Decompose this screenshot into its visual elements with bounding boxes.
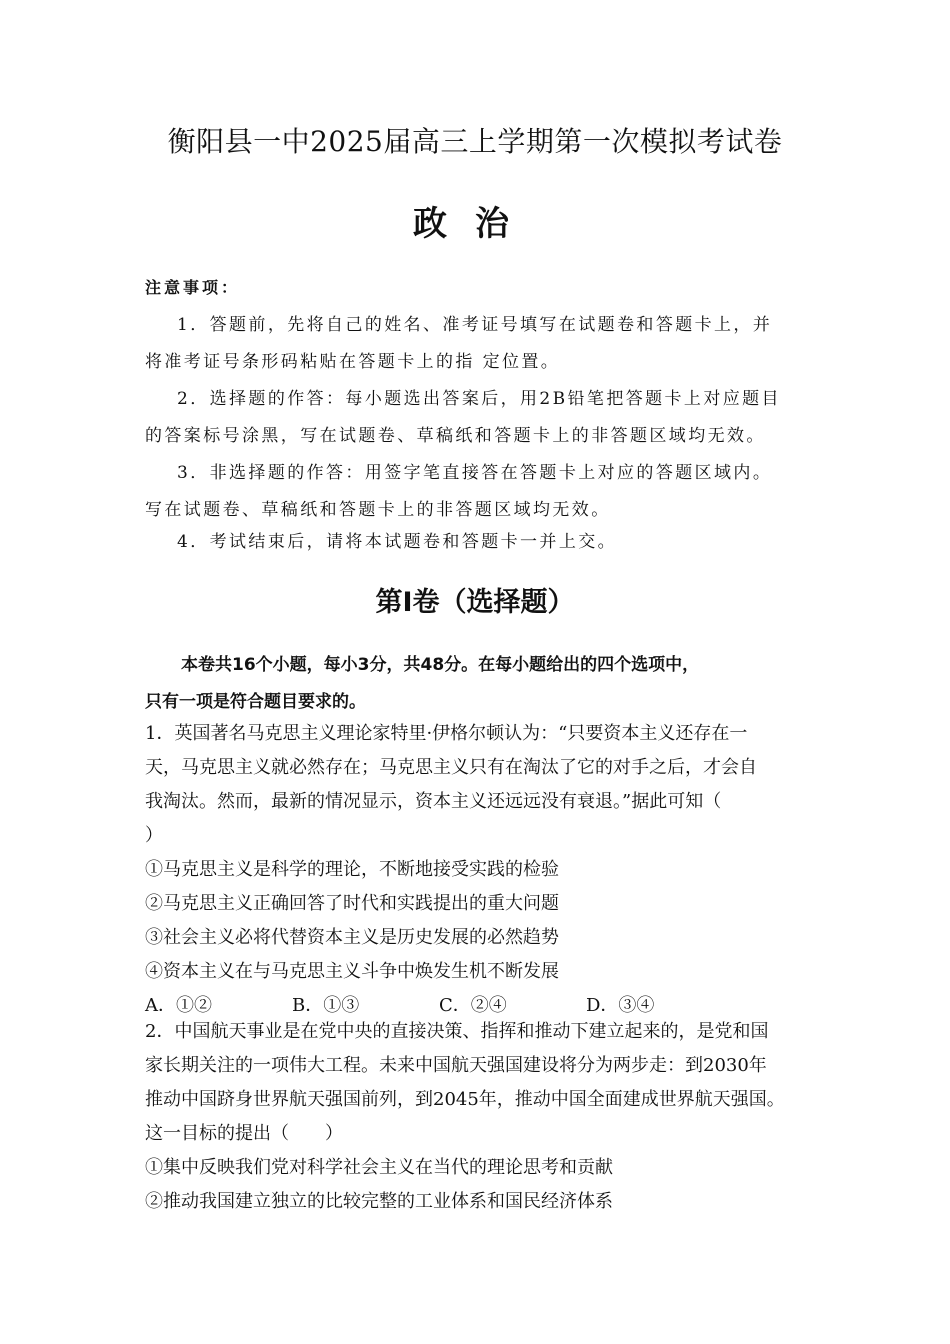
notice-line: 2．选择题的作答：每小题选出答案后，用2B铅笔把答题卡上对应题目 [177, 389, 781, 409]
notice-line: 的答案标号涂黑，写在试题卷、草稿纸和答题卡上的非答题区域均无效。 [145, 426, 766, 446]
statement: ①集中反映我们党对科学社会主义在当代的理论思考和贡献 [145, 1157, 613, 1178]
question-stem-line: 推动中国跻身世界航天强国前列，到2045年，推动中国全面建成世界航天强国。 [145, 1089, 785, 1110]
choice-d: D．③④ [586, 995, 655, 1016]
statement: ④资本主义在与马克思主义斗争中焕发生机不断发展 [145, 961, 559, 982]
question-stem-line: ） [145, 825, 163, 846]
section-title: 第Ⅰ卷（选择题） [375, 587, 575, 618]
statement: ①马克思主义是科学的理论，不断地接受实践的检验 [145, 859, 559, 880]
question-stem-line: 1．英国著名马克思主义理论家特里·伊格尔顿认为：“只要资本主义还存在一 [145, 723, 748, 744]
notice-line: 将准考证号条形码粘贴在答题卡上的指 定位置。 [145, 352, 561, 372]
notice-heading: 注意事项： [145, 278, 241, 297]
section-intro [145, 647, 807, 721]
statement: ②马克思主义正确回答了时代和实践提出的重大问题 [145, 893, 559, 914]
subject-title: 政治 [413, 204, 537, 244]
question-stem-line: 我淘汰。然而，最新的情况显示，资本主义还远远没有衰退。”据此可知（ [145, 791, 722, 812]
question-stem-line: 天，马克思主义就必然存在；马克思主义只有在淘汰了它的对手之后，才会自 [145, 757, 757, 778]
notice-line: 4．考试结束后，请将本试题卷和答题卡一并上交。 [177, 532, 618, 552]
question-stem-line: 这一目标的提出（ ） [145, 1123, 343, 1144]
notice-item-4 [145, 524, 807, 561]
intro-line: 本卷共16个小题，每小3分，共48分。在每小题给出的四个选项中， [181, 655, 700, 675]
choice-b: B．①③ [292, 995, 360, 1016]
notice-line: 写在试题卷、草稿纸和答题卡上的非答题区域均无效。 [145, 500, 611, 520]
intro-line: 只有一项是符合题目要求的。 [145, 692, 366, 712]
notice-item-1 [145, 307, 807, 381]
choice-a: A．①② [145, 995, 212, 1016]
question-1 [145, 717, 810, 1023]
notice-item-3 [145, 455, 807, 529]
notice-item-2 [145, 381, 807, 455]
question-stem-line: 2．中国航天事业是在党中央的直接决策、指挥和推动下建立起来的，是党和国 [145, 1021, 769, 1042]
question-stem-line: 家长期关注的一项伟大工程。未来中国航天强国建设将分为两步走：到2030年 [145, 1055, 767, 1076]
statement: ③社会主义必将代替资本主义是历史发展的必然趋势 [145, 927, 559, 948]
choice-c: C．②④ [439, 995, 507, 1016]
exam-title: 衡阳县一中2025届高三上学期第一次模拟考试卷 [167, 125, 783, 158]
notice-line: 1．答题前，先将自己的姓名、准考证号填写在试题卷和答题卡上，并 [177, 315, 773, 335]
notice-line: 3．非选择题的作答：用签字笔直接答在答题卡上对应的答题区域内。 [177, 463, 773, 483]
question-2 [145, 1015, 810, 1219]
statement: ②推动我国建立独立的比较完整的工业体系和国民经济体系 [145, 1191, 613, 1212]
